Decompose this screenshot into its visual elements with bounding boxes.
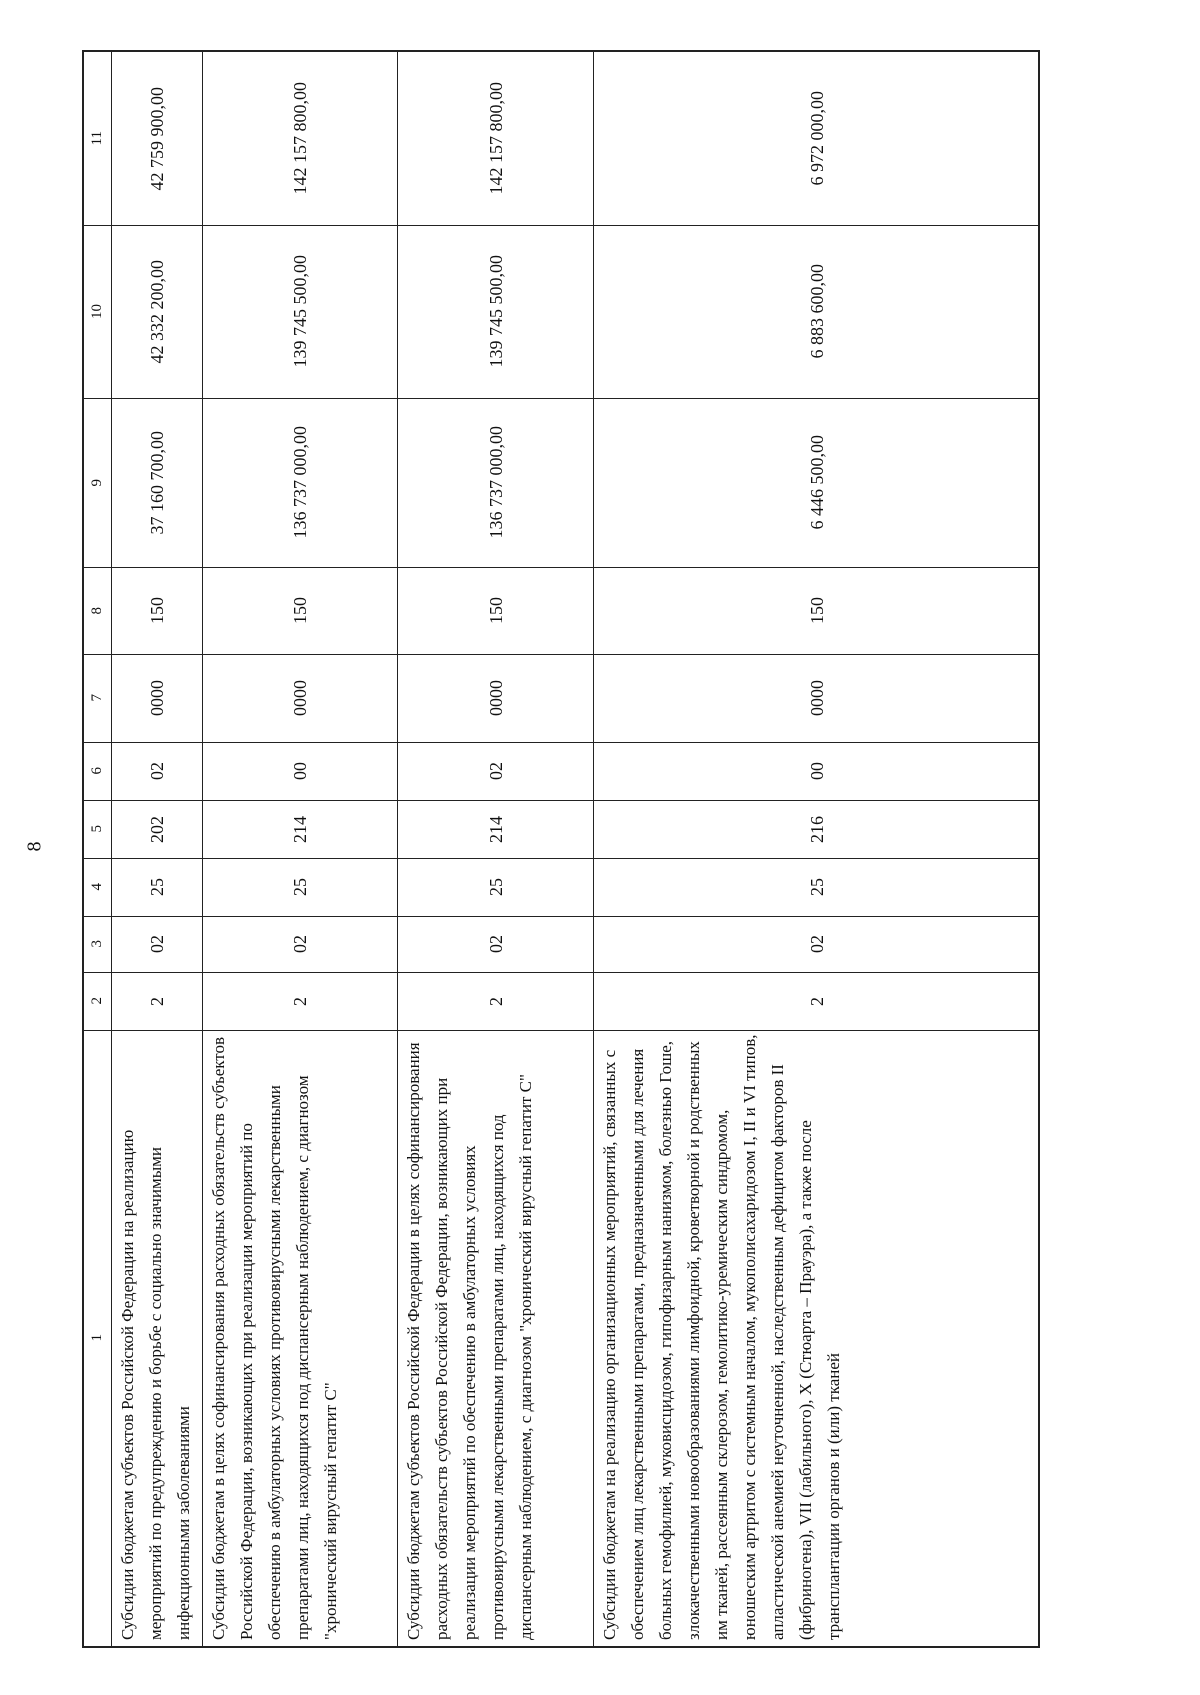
budget-table <box>82 50 1040 1648</box>
code-col2: 2 <box>485 996 506 1006</box>
code-col2: 2 <box>147 996 167 1006</box>
code-col7: 0000 <box>485 680 506 716</box>
amount-col10: 42 332 200,00 <box>147 259 167 364</box>
code-col3: 02 <box>485 935 506 953</box>
amount-col11: 142 157 800,00 <box>485 82 506 195</box>
table-row <box>398 52 594 1646</box>
code-col2: 2 <box>807 996 827 1006</box>
code-col8: 150 <box>290 597 310 624</box>
code-col5: 214 <box>485 815 506 843</box>
code-col2: 2 <box>290 996 310 1006</box>
code-col6: 00 <box>807 762 827 780</box>
column-number-header <box>84 52 112 1646</box>
page-number: 8 <box>23 841 46 852</box>
column-number-8: 8 <box>89 606 105 615</box>
amount-col11: 42 759 900,00 <box>147 86 167 191</box>
code-col7: 0000 <box>807 680 827 716</box>
amount-col10: 139 745 500,00 <box>290 255 310 368</box>
row-description: Субсидии бюджетам субъектов Российской Федерации на реализацию мероприятий по предупреждению и борьбе с социально значимыми инфекционными заболеваниями <box>118 1129 193 1640</box>
code-col4: 25 <box>485 878 506 896</box>
code-col4: 25 <box>807 878 827 896</box>
code-col7: 0000 <box>290 680 310 716</box>
table-row <box>594 52 1040 1646</box>
code-col3: 02 <box>290 935 310 953</box>
code-col3: 02 <box>807 935 827 953</box>
code-col8: 150 <box>807 597 827 624</box>
row-description: Субсидии бюджетам субъектов Российской Федерации в целях софинансирования расходных обязательств субъектов Российской Федерации, возникающих при реализации мероприятий по обеспечению в амбулаторных условиях противовирусными лекарственными препаратами лиц, находящихся под диспансерным наблюдением, с диагнозом "хронический вирусный гепатит С" <box>404 1042 535 1640</box>
code-col5: 216 <box>807 815 827 843</box>
code-col5: 214 <box>290 815 310 843</box>
column-number-1: 1 <box>89 1334 105 1342</box>
row-description: Субсидии бюджетам на реализацию организационных мероприятий, связанных с обеспечением лиц лекарственными препаратами, предназначенными для лечения больных гемофилией, муковисцидозом, гипофизарным нанизмом, болезнью Гоше, злокачественными новообразованиями лимфоидной, кроветворной и родственных им тканей, рассеянным склерозом, гемолитико-уремическим синдромом, юношеским артритом с системным началом, мукополисахаридозом I, II и VI типов, апластической анемией неуточненной, наследственным дефицитом факторов II (фибриногена), VII (лабильного), X (Стюарта – Прауэра), а также после трансплантации органов и (или) тканей <box>600 1034 843 1640</box>
code-col4: 25 <box>290 878 310 896</box>
column-number-10: 10 <box>89 304 105 319</box>
code-col6: 00 <box>290 762 310 780</box>
amount-col11: 6 972 000,00 <box>807 91 827 186</box>
row-description: Субсидии бюджетам в целях софинансирования расходных обязательств субъектов Российской Федерации, возникающих при реализации мероприятий по обеспечению в амбулаторных условиях противовирусными лекарственными препаратами лиц, находящихся под диспансерным наблюдением, с диагнозом "хронический вирусный гепатит С" <box>209 1036 340 1640</box>
column-number-5: 5 <box>89 825 105 833</box>
amount-col9: 37 160 700,00 <box>147 430 167 535</box>
amount-col9: 136 737 000,00 <box>485 426 506 539</box>
table-row <box>203 52 398 1646</box>
amount-col11: 142 157 800,00 <box>290 82 310 195</box>
column-number-2: 2 <box>89 997 105 1005</box>
column-number-4: 4 <box>89 883 105 891</box>
column-number-9: 9 <box>89 478 105 487</box>
code-col5: 202 <box>147 815 167 843</box>
column-number-6: 6 <box>89 767 105 775</box>
code-col7: 0000 <box>147 680 167 716</box>
column-number-11: 11 <box>89 131 105 146</box>
table-row <box>112 52 203 1646</box>
code-col3: 02 <box>147 935 167 953</box>
code-col6: 02 <box>485 762 506 780</box>
column-number-3: 3 <box>89 940 105 948</box>
code-col8: 150 <box>147 597 167 624</box>
amount-col10: 6 883 600,00 <box>807 264 827 359</box>
amount-col9: 136 737 000,00 <box>290 426 310 539</box>
amount-col9: 6 446 500,00 <box>807 435 827 530</box>
amount-col10: 139 745 500,00 <box>485 255 506 368</box>
code-col8: 150 <box>485 597 506 624</box>
code-col6: 02 <box>147 762 167 780</box>
code-col4: 25 <box>147 878 167 896</box>
column-number-7: 7 <box>89 694 105 702</box>
